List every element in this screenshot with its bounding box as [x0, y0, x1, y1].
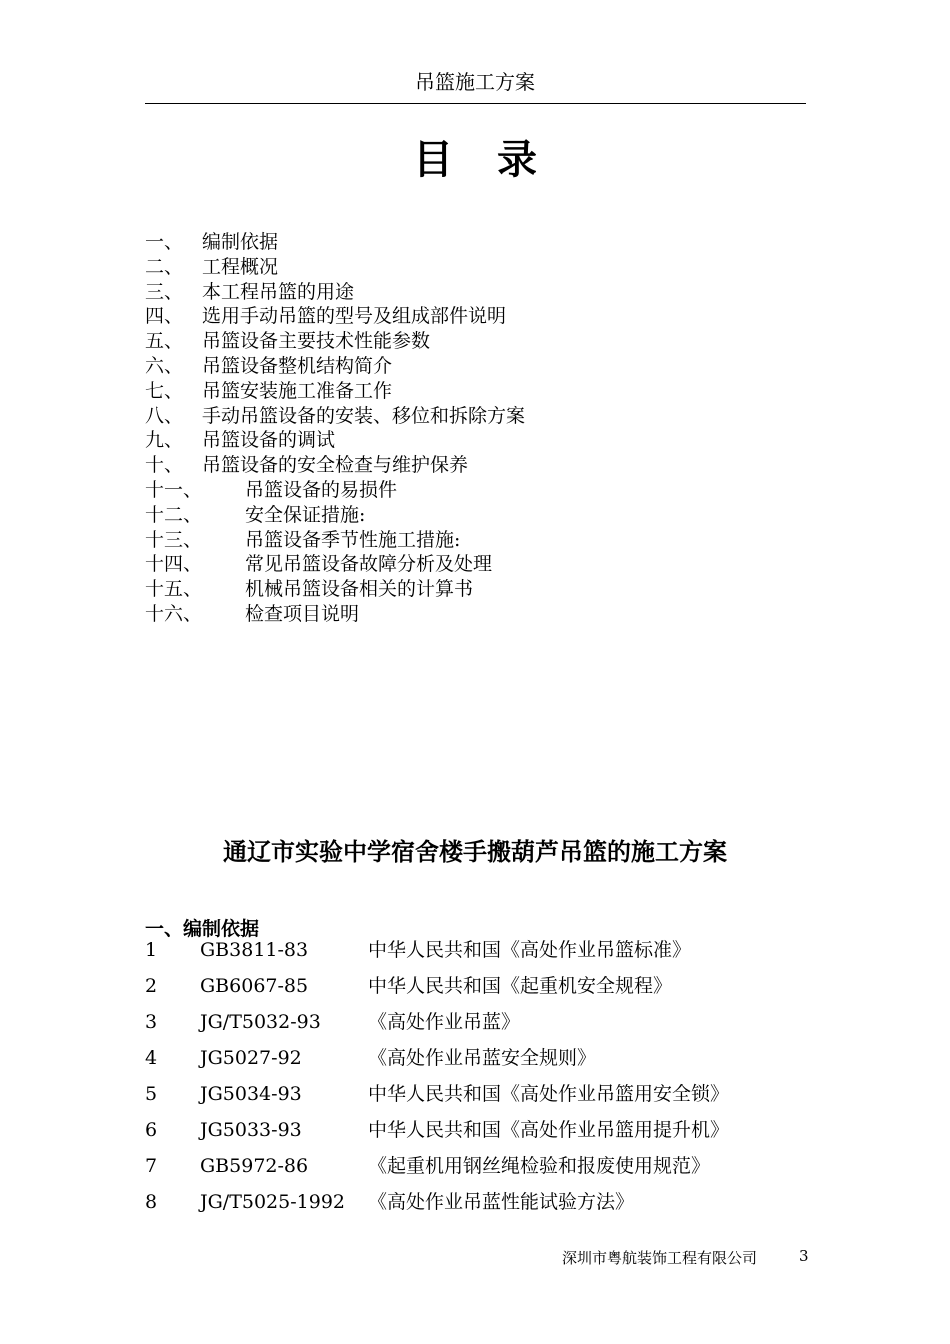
standard-code: JG5034-93 [200, 1083, 302, 1105]
toc-item-number: 九、 [145, 429, 184, 452]
standard-name: 《高处作业吊蓝性能试验方法》 [368, 1191, 635, 1213]
standard-row [145, 1152, 729, 1188]
standard-row [145, 1080, 729, 1116]
toc-title [0, 128, 950, 185]
standard-code: JG/T5025-1992 [200, 1191, 345, 1213]
toc-item-text: 吊篮设备季节性施工措施: [245, 528, 461, 551]
standard-row [145, 1188, 729, 1224]
standard-code: GB3811-83 [200, 939, 309, 961]
standard-index: 4 [145, 1047, 158, 1069]
standard-index: 8 [145, 1191, 158, 1213]
header-divider [145, 103, 806, 104]
standard-index: 3 [145, 1011, 158, 1033]
toc-title-char-2: 录 [497, 137, 537, 183]
toc-item [145, 255, 525, 280]
toc-item-text: 检查项目说明 [245, 602, 360, 625]
toc-item-text: 吊篮设备主要技术性能参数 [202, 330, 431, 353]
standard-name: 《高处作业吊蓝》 [368, 1011, 521, 1033]
toc-item-number: 十一、 [145, 478, 203, 501]
section-heading: 一、编制依据 [145, 918, 260, 940]
standard-code: JG5033-93 [200, 1119, 302, 1141]
standard-row [145, 1116, 729, 1152]
toc-item [145, 404, 525, 429]
page-header-title: 吊篮施工方案 [415, 70, 535, 94]
toc-item-text: 选用手动吊篮的型号及组成部件说明 [202, 305, 507, 328]
standard-code: JG5027-92 [200, 1047, 302, 1069]
toc-item-number: 二、 [145, 255, 184, 278]
standard-index: 1 [145, 939, 158, 961]
standard-name: 《起重机用钢丝绳检验和报废使用规范》 [368, 1155, 711, 1177]
document-title: 通辽市实验中学宿舍楼手搬葫芦吊篮的施工方案 [223, 838, 727, 866]
standard-name: 中华人民共和国《起重机安全规程》 [368, 975, 673, 997]
standard-code: GB6067-85 [200, 975, 309, 997]
toc-title-char-1: 目 [413, 137, 453, 183]
toc-item-number: 十三、 [145, 528, 203, 551]
standard-name: 中华人民共和国《高处作业吊篮标准》 [368, 939, 692, 961]
toc-item-number: 十二、 [145, 503, 203, 526]
toc-item [145, 503, 525, 528]
toc-item-number: 四、 [145, 305, 184, 328]
toc-item-number: 八、 [145, 404, 184, 427]
toc-item [145, 552, 525, 577]
toc-item [145, 453, 525, 478]
toc-item-number: 七、 [145, 379, 184, 402]
toc-item-number: 十五、 [145, 578, 203, 601]
toc-item-number: 十、 [145, 454, 184, 477]
toc-item [145, 379, 525, 404]
table-of-contents [145, 230, 525, 627]
standard-name: 中华人民共和国《高处作业吊篮用安全锁》 [368, 1083, 730, 1105]
toc-item [145, 577, 525, 602]
toc-item [145, 602, 525, 627]
standard-row [145, 1008, 729, 1044]
toc-item-text: 吊篮设备的易损件 [245, 478, 398, 501]
toc-item-text: 吊篮设备整机结构简介 [202, 354, 393, 377]
toc-item-text: 机械吊篮设备相关的计算书 [245, 578, 474, 601]
toc-item [145, 428, 525, 453]
toc-item-text: 工程概况 [202, 255, 279, 278]
toc-item-text: 手动吊篮设备的安装、移位和拆除方案 [202, 404, 526, 427]
standard-code: GB5972-86 [200, 1155, 309, 1177]
toc-item-number: 五、 [145, 330, 184, 353]
standard-index: 5 [145, 1083, 158, 1105]
toc-item [145, 329, 525, 354]
toc-item-number: 一、 [145, 231, 184, 253]
toc-item-text: 吊篮安装施工准备工作 [202, 379, 393, 402]
standard-index: 2 [145, 975, 158, 997]
standards-list [145, 936, 729, 1224]
standard-name: 《高处作业吊蓝安全规则》 [368, 1047, 597, 1069]
standard-name: 中华人民共和国《高处作业吊篮用提升机》 [368, 1119, 730, 1141]
footer-company: 深圳市粤航装饰工程有限公司 [562, 1249, 758, 1267]
toc-item-number: 六、 [145, 354, 184, 377]
toc-item-text: 本工程吊篮的用途 [202, 280, 355, 303]
toc-item-number: 十四、 [145, 553, 203, 576]
toc-item [145, 280, 525, 305]
toc-item [145, 478, 525, 503]
toc-item [145, 528, 525, 553]
toc-item-number: 三、 [145, 280, 184, 303]
standard-index: 7 [145, 1155, 158, 1177]
toc-item-text: 编制依据 [202, 231, 279, 253]
toc-item [145, 230, 525, 255]
toc-item [145, 304, 525, 329]
standard-row [145, 1044, 729, 1080]
toc-item-text: 吊篮设备的安全检查与维护保养 [202, 454, 469, 477]
standard-code: JG/T5032-93 [200, 1011, 321, 1033]
toc-item-text: 吊篮设备的调试 [202, 429, 336, 452]
standard-row [145, 972, 729, 1008]
toc-item-text: 常见吊篮设备故障分析及处理 [245, 553, 493, 576]
standard-row [145, 936, 729, 972]
standard-index: 6 [145, 1119, 158, 1141]
toc-item [145, 354, 525, 379]
page-number: 3 [799, 1247, 809, 1265]
toc-item-number: 十六、 [145, 602, 203, 625]
toc-item-text: 安全保证措施: [245, 503, 366, 526]
